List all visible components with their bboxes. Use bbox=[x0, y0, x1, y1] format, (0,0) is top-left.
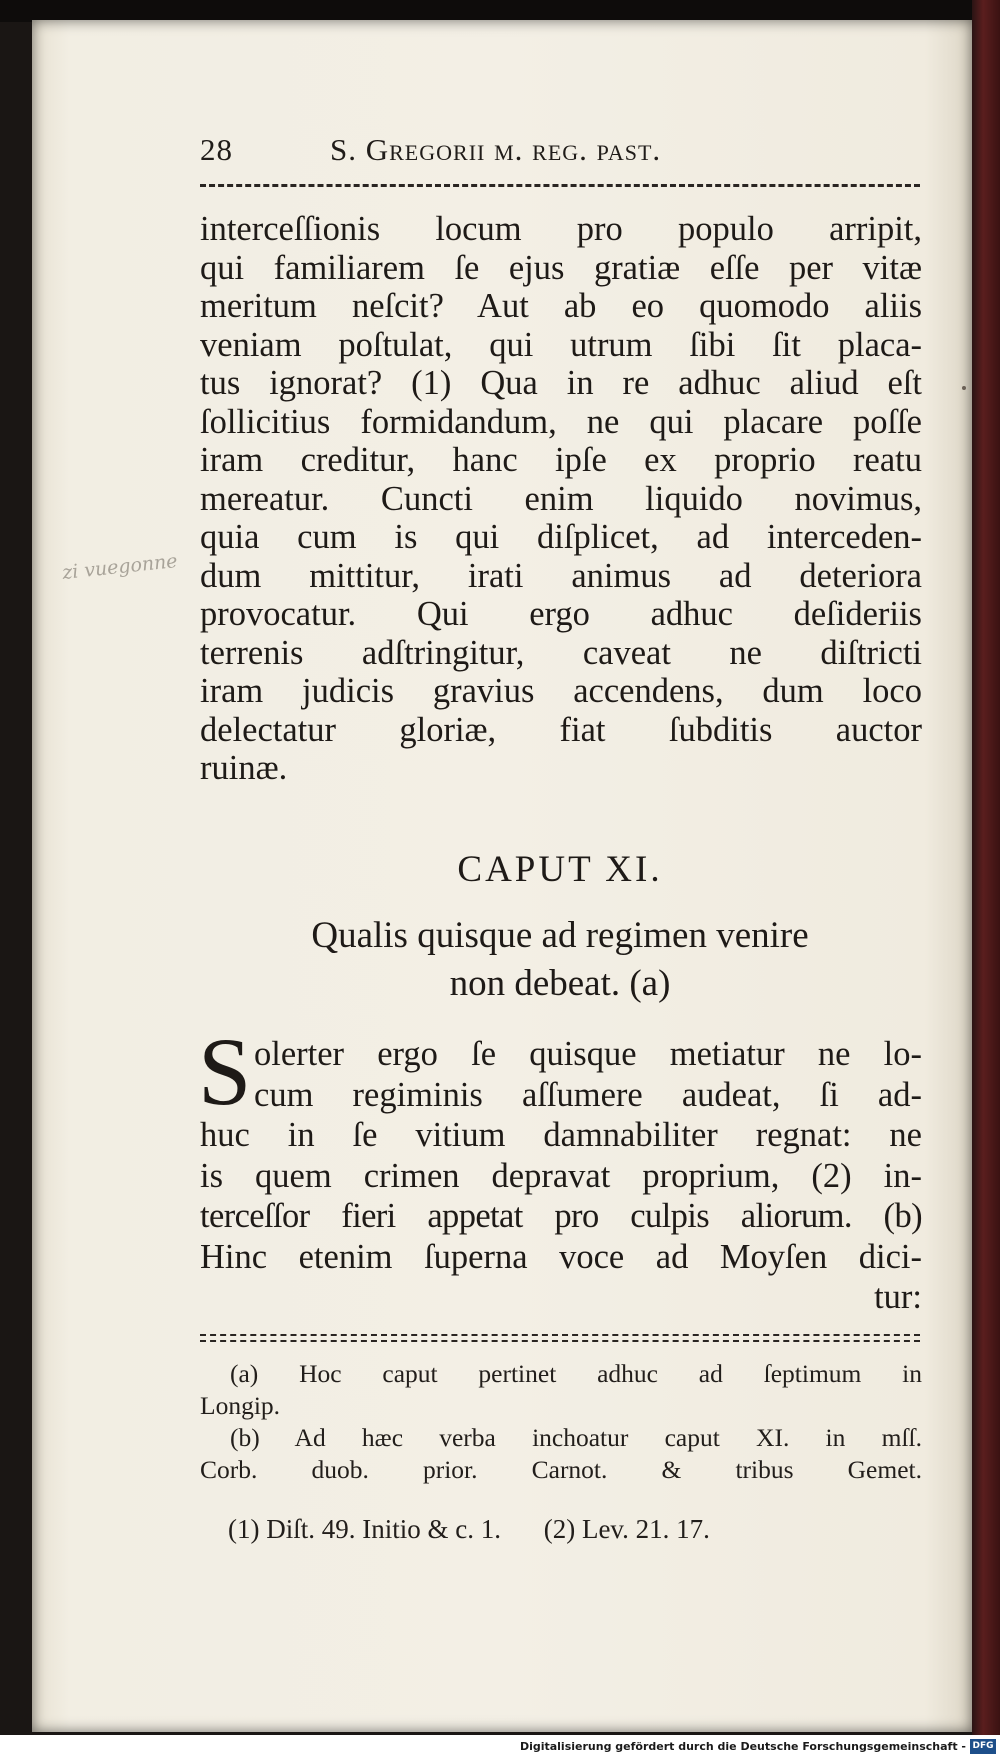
text-line: huc in ſe vitium damnabiliter regnat: ne bbox=[200, 1116, 922, 1154]
digitization-credit: Digitalisierung gefördert durch die Deutsche Forschungsgemeinschaft - bbox=[519, 1740, 966, 1753]
text-line: Hinc etenim ſuperna voce ad Moyſen dici- bbox=[200, 1237, 922, 1276]
text-line: iram judicis gravius accendens, dum loco bbox=[200, 672, 922, 710]
text-line: tus ignorat? (1) Qua in re adhuc aliud eſt bbox=[200, 364, 922, 402]
text-line: veniam poſtulat, qui utrum ſibi ſit placa- bbox=[200, 325, 922, 364]
chapter-heading: CAPUT XI. bbox=[457, 849, 663, 890]
text-line: ruinæ. bbox=[200, 749, 288, 787]
text-line: interceſſionis locum pro populo arripit, bbox=[200, 210, 922, 248]
footnotes bbox=[200, 1358, 922, 1486]
dfg-logo: DFG bbox=[970, 1739, 996, 1754]
footnote-line: (b) Ad hæc verba inchoatur caput XI. in mſſ. bbox=[230, 1423, 922, 1452]
text-line: dum mittitur, irati animus ad deteriora bbox=[200, 556, 922, 595]
header-rule bbox=[200, 184, 920, 187]
footnote-line: (a) Hoc caput pertinet adhuc ad ſeptimum in bbox=[230, 1359, 922, 1388]
chapter-subtitle-line: Qualis quisque ad regimen venire bbox=[311, 915, 809, 956]
text-line: meritum neſcit? Aut ab eo quomodo aliis bbox=[200, 287, 922, 325]
text-line: provocatur. Qui ergo adhuc deſideriis bbox=[200, 595, 922, 633]
ink-spot bbox=[962, 386, 966, 390]
running-title: S. Gregorii m. reg. past. bbox=[330, 132, 662, 167]
text-line: quia cum is qui diſplicet, ad interceden- bbox=[200, 518, 922, 556]
text-line: is quem crimen depravat proprium, (2) in- bbox=[200, 1156, 922, 1195]
scan-background-top bbox=[0, 0, 1000, 22]
text-line: ſollicitius formidandum, ne qui placare poſſe bbox=[200, 402, 922, 441]
chapter-subtitle-line: non debeat. (a) bbox=[449, 963, 671, 1004]
footnote-line: Longip. bbox=[200, 1391, 281, 1420]
footnote-rule bbox=[200, 1334, 920, 1336]
text-line: terrenis adſtringitur, caveat ne diſtricti bbox=[200, 633, 922, 672]
footnote-line: Corb. duob. prior. Carnot. & tribus Gemet. bbox=[200, 1455, 922, 1484]
body-paragraph bbox=[200, 210, 922, 788]
text-line: cum regiminis aſſumere audeat, ſi ad- bbox=[254, 1075, 922, 1114]
drop-cap: S bbox=[198, 1018, 252, 1125]
chapter-paragraph bbox=[198, 1018, 922, 1318]
chapter-subtitle bbox=[200, 912, 920, 1008]
running-header bbox=[200, 132, 920, 176]
text-line: tur: bbox=[874, 1278, 922, 1316]
text-line: delectatur gloriæ, fiat ſubditis auctor bbox=[200, 710, 922, 749]
handwritten-margin-note: zi vuegonne bbox=[61, 550, 179, 584]
text-line: mereatur. Cuncti enim liquido novimus, bbox=[200, 479, 922, 518]
text-line: terceſſor fieri appetat pro culpis aliorum. (b) bbox=[200, 1197, 922, 1235]
reference-2: (2) Lev. 21. 17. bbox=[543, 1514, 710, 1544]
text-line: iram creditur, hanc ipſe ex proprio reatu bbox=[200, 441, 922, 479]
page-number: 28 bbox=[200, 132, 233, 167]
text-line: qui familiarem ſe ejus gratiæ eſſe per vitæ bbox=[200, 248, 922, 287]
reference-1: (1) Diſt. 49. Initio & c. 1. bbox=[228, 1514, 501, 1544]
book-edge bbox=[972, 0, 1000, 1735]
footnote-rule-second bbox=[200, 1340, 920, 1342]
text-line: olerter ergo ſe quisque metiatur ne lo- bbox=[254, 1035, 922, 1073]
references bbox=[200, 1514, 922, 1545]
